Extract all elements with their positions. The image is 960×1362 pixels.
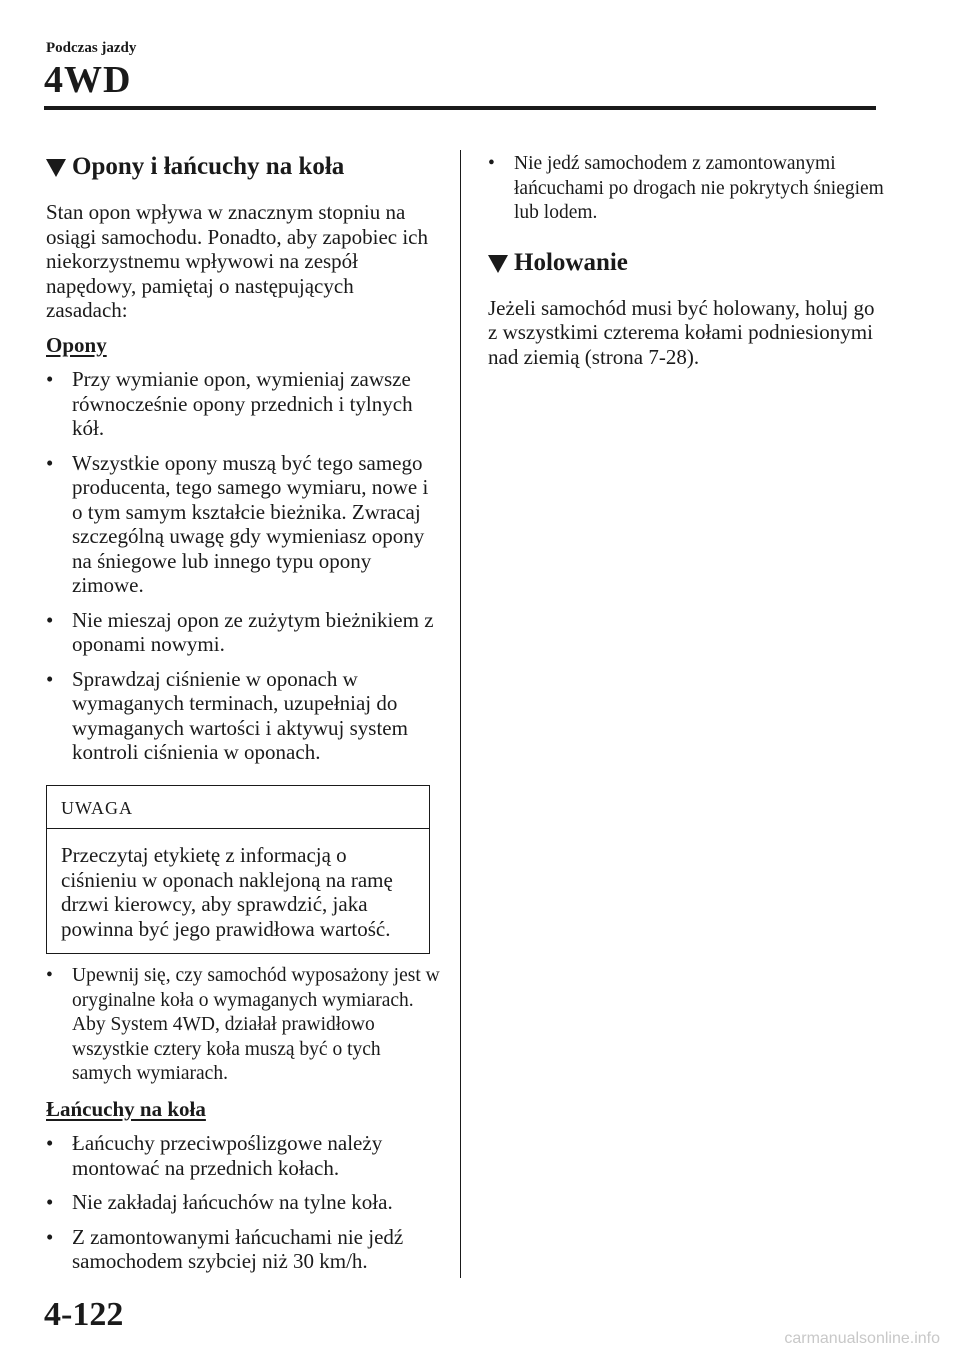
- left-column: [46, 152, 440, 1274]
- triangle-down-icon: [488, 255, 508, 273]
- running-head: Podczas jazdy: [46, 40, 137, 56]
- warning-box: [46, 785, 430, 955]
- chains-bullet-list: [46, 1131, 440, 1274]
- list-item: • Sprawdzaj ciśnienie w oponach w wymaganych terminach, uzupełniaj do wymaganych wartości i aktywuj system kontroli ciśnienia w oponach.: [46, 666, 408, 764]
- warning-title: UWAGA: [47, 786, 429, 830]
- page-number: 4-122: [44, 1296, 124, 1333]
- triangle-down-icon: [46, 159, 66, 177]
- list-item: • Z zamontowanymi łańcuchami nie jedź samochodem szybciej niż 30 km/h.: [46, 1224, 404, 1273]
- header-rule: [44, 106, 876, 110]
- bullet-icon: •: [488, 153, 495, 174]
- bullet-icon: •: [46, 965, 53, 986]
- section-title: Holowanie: [514, 248, 628, 276]
- list-item: • Nie zakładaj łańcuchów na tylne koła.: [46, 1190, 393, 1214]
- bullet-icon: •: [46, 450, 54, 475]
- bullet-icon: •: [46, 367, 54, 391]
- warning-text: Przeczytaj etykietę z informacją o ciśnieniu w oponach naklejoną na ramę drzwi kierowcy, aby sprawdzić, jaka powinna być jego prawidłowa wartość.: [61, 843, 393, 941]
- tires-subheading: Opony: [46, 332, 107, 357]
- bullet-icon: •: [46, 607, 54, 632]
- intro-paragraph: Stan opon wpływa w znacznym stopniu na osiągi samochodu. Ponadto, aby zapobiec ich niekorzystnemu wpływowi na zespół napędowy, pamiętaj o następujących zasadach:: [46, 200, 428, 322]
- right-column: [488, 152, 888, 369]
- column-divider: [460, 150, 461, 1278]
- bullet-icon: •: [46, 666, 54, 691]
- list-item: • Przy wymianie opon, wymieniaj zawsze równocześnie opony przednich i tylnych kół.: [46, 367, 413, 440]
- list-item: • Łańcuchy przeciwpoślizgowe należy montować na przednich kołach.: [46, 1131, 383, 1180]
- list-item: • Upewnij się, czy samochód wyposażony jest w oryginalne koła o wymaganych wymiarach. Aby System 4WD, działał prawidłowo wszystkie cztery koła muszą być o tych samych wymiarach.: [46, 965, 440, 1084]
- wheel-size-bullet-list: [46, 964, 440, 1087]
- list-item: • Wszystkie opony muszą być tego samego producenta, tego samego wymiaru, nowe i o tym samym kształcie bieżnika. Zwracaj szczególną uwagę gdy wymieniasz opony na śniegowe lub innego typu opony zimowe.: [46, 450, 429, 597]
- bullet-icon: •: [46, 1131, 54, 1155]
- section-heading-tires-chains: [46, 152, 440, 182]
- towing-paragraph: Jeżeli samochód musi być holowany, holuj go z wszystkimi czterema kołami podniesionymi nad ziemią (strona 7-28).: [488, 295, 875, 369]
- chains-roads-bullet-list: [488, 152, 888, 226]
- bullet-icon: •: [46, 1224, 54, 1249]
- tires-bullet-list: [46, 367, 440, 765]
- watermark: carmanualsonline.info: [784, 1330, 940, 1347]
- chains-subheading: Łańcuchy na koła: [46, 1096, 206, 1121]
- chapter-title: 4WD: [44, 59, 132, 101]
- bullet-icon: •: [46, 1190, 54, 1214]
- list-item: • Nie mieszaj opon ze zużytym bieżnikiem z oponami nowymi.: [46, 607, 434, 656]
- section-title: Opony i łańcuchy na koła: [72, 153, 345, 180]
- section-heading-towing: [488, 248, 888, 278]
- list-item: • Nie jedź samochodem z zamontowanymi łańcuchami po drogach nie pokrytych śniegiem lub lodem.: [488, 153, 884, 223]
